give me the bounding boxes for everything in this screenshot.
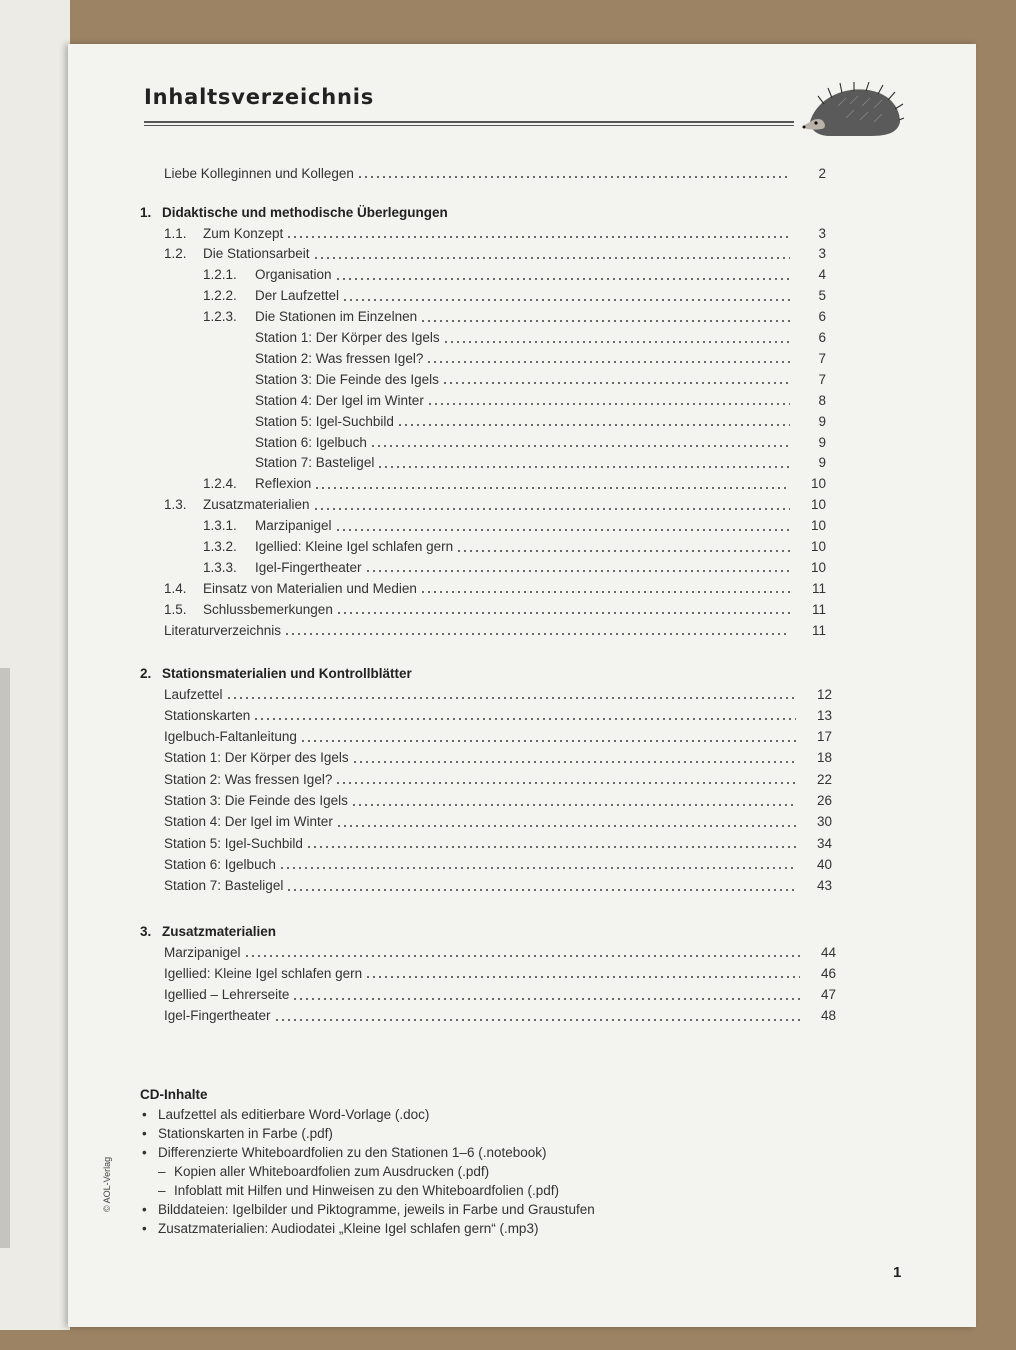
toc-entry-page: 2 — [818, 165, 826, 181]
toc-entry-page: 30 — [816, 814, 832, 830]
bullet-marker: • — [142, 1202, 147, 1217]
toc-section-number: 3. — [140, 924, 152, 939]
toc-entry-title: Die Stationen im Einzelnen — [255, 309, 418, 325]
toc-entry-title: Igel-Fingertheater — [255, 559, 362, 575]
toc-entry-title: Zusatzmaterialien — [203, 497, 310, 513]
toc-entry — [164, 224, 826, 242]
toc-entry — [164, 792, 832, 810]
toc-entry — [164, 496, 826, 514]
dot-leader — [443, 340, 790, 344]
toc-entry-number: 1.2.1. — [203, 267, 237, 283]
toc-entry-page: 11 — [811, 601, 826, 617]
dot-leader — [336, 611, 790, 615]
bullet-marker: • — [142, 1145, 147, 1160]
bullet-marker: • — [142, 1221, 147, 1236]
toc-entry-page: 40 — [816, 856, 832, 872]
toc-entry-page: 10 — [810, 476, 826, 492]
cd-list-item — [142, 1124, 595, 1143]
toc-entry-title: Igellied: Kleine Igel schlafen gern — [164, 965, 363, 981]
dot-leader — [300, 739, 796, 743]
dot-leader — [365, 569, 790, 573]
dot-leader — [286, 888, 796, 892]
dot-leader — [292, 997, 800, 1001]
dot-leader — [377, 465, 790, 469]
toc-entry-title: Einsatz von Materialien und Medien — [203, 580, 417, 596]
dot-leader — [397, 423, 790, 427]
toc-entry-page: 22 — [816, 771, 832, 787]
dot-leader — [335, 781, 796, 785]
dot-leader — [274, 1018, 800, 1022]
toc-entry-title: Reflexion — [255, 476, 312, 492]
toc-entry-title: Zum Konzept — [203, 225, 284, 241]
toc-entry — [203, 558, 826, 576]
cd-list-item-text: Stationskarten in Farbe (.pdf) — [158, 1126, 333, 1141]
toc-entry — [164, 986, 836, 1004]
toc-entry — [164, 770, 832, 788]
toc-entry-title: Station 5: Igel-Suchbild — [255, 413, 394, 429]
toc-entry-page: 6 — [818, 330, 826, 345]
toc-entry-title: Marzipanigel — [255, 518, 332, 534]
toc-entry — [164, 600, 826, 618]
toc-entry — [255, 329, 826, 347]
toc-entry-number: 1.1. — [164, 225, 187, 241]
toc-entry — [203, 287, 826, 305]
left-page-edge — [0, 0, 70, 1330]
dot-leader — [226, 696, 796, 700]
document-page — [68, 44, 976, 1327]
toc-entry — [164, 245, 826, 263]
toc-entry — [164, 749, 832, 767]
copyright-note: © AOL-Verlag — [102, 1156, 112, 1212]
toc-entry-number: 1.3.2. — [203, 539, 237, 554]
dot-leader — [370, 444, 790, 448]
dot-leader — [335, 277, 790, 281]
toc-entry-title: Station 4: Der Igel im Winter — [164, 814, 333, 830]
cd-list-item-text: Differenzierte Whiteboardfolien zu den Stationen 1–6 (.notebook) — [158, 1145, 547, 1160]
cd-list-item — [142, 1143, 595, 1162]
toc-section-number: 1. — [140, 205, 152, 220]
dot-leader — [244, 954, 800, 958]
toc-entry-number: 1.2.3. — [203, 309, 237, 325]
toc-entry — [255, 433, 826, 451]
toc-entry-title: Laufzettel — [164, 686, 223, 702]
toc-entry — [164, 579, 826, 597]
toc-section-title: Zusatzmaterialien — [162, 924, 277, 939]
dash-marker: – — [158, 1183, 166, 1198]
toc-entry — [164, 834, 832, 852]
toc-entry — [164, 964, 836, 982]
toc-entry-title: Station 4: Der Igel im Winter — [255, 392, 424, 408]
toc-section-heading — [140, 666, 412, 681]
toc-entry — [164, 813, 832, 831]
toc-entry-page: 17 — [816, 729, 832, 745]
dot-leader — [253, 717, 796, 721]
dot-leader — [351, 803, 796, 807]
toc-entry — [203, 475, 826, 493]
toc-intro-entry — [164, 164, 826, 182]
toc-entry-title: Station 1: Der Körper des Igels — [255, 330, 440, 345]
toc-entry-title: Station 6: Igelbuch — [164, 856, 276, 872]
toc-entry-page: 7 — [818, 371, 826, 387]
toc-entry-page: 46 — [820, 965, 836, 981]
cd-list-item-text: Kopien aller Whiteboardfolien zum Ausdrucken (.pdf) — [174, 1164, 490, 1179]
hedgehog-icon — [802, 82, 904, 138]
dot-leader — [365, 975, 800, 979]
dot-leader — [279, 866, 796, 870]
toc-entry-number: 1.3.1. — [203, 518, 237, 534]
dot-leader — [420, 319, 790, 323]
toc-entry-title: Marzipanigel — [164, 944, 241, 960]
cd-list-item — [142, 1219, 595, 1238]
toc-entry — [255, 412, 826, 430]
toc-entry — [203, 308, 826, 326]
dot-leader — [352, 760, 796, 764]
toc-entry-page: 3 — [818, 225, 826, 241]
toc-entry-number: 1.2.2. — [203, 288, 237, 304]
toc-entry-number: 1.2. — [164, 246, 187, 262]
toc-entry-page: 34 — [816, 835, 832, 851]
toc-entry-title: Station 3: Die Feinde des Igels — [255, 371, 439, 387]
toc-entry-title: Igel-Fingertheater — [164, 1008, 271, 1024]
toc-entry-page: 47 — [820, 987, 836, 1003]
toc-entry-page: 9 — [818, 413, 826, 429]
toc-section-heading — [140, 924, 276, 939]
toc-entry — [164, 943, 836, 961]
bullet-marker: • — [142, 1126, 147, 1141]
toc-entry-page: 10 — [810, 539, 826, 554]
toc-entry-title: Station 5: Igel-Suchbild — [164, 835, 303, 851]
toc-entry-page: 6 — [818, 309, 826, 325]
cd-list-item-text: Laufzettel als editierbare Word-Vorlage (.doc) — [158, 1107, 430, 1122]
toc-entry-page: 10 — [810, 497, 826, 513]
cd-list-item — [142, 1181, 595, 1200]
dash-marker: – — [158, 1164, 166, 1179]
toc-entry — [164, 877, 832, 895]
cd-list-item — [142, 1162, 595, 1181]
toc-entry — [203, 266, 826, 284]
toc-entry-page: 7 — [818, 350, 826, 366]
toc-entry-title: Station 6: Igelbuch — [255, 434, 367, 450]
left-page-flap — [0, 668, 10, 1248]
toc-section-number: 2. — [140, 666, 152, 681]
toc-section-title: Stationsmaterialien und Kontrollblätter — [162, 666, 412, 681]
toc-entry-title: Igellied: Kleine Igel schlafen gern — [255, 539, 454, 554]
toc-entry-title: Station 2: Was fressen Igel? — [255, 350, 424, 366]
toc-entry — [164, 728, 832, 746]
title-rule — [144, 121, 794, 126]
toc-section-title: Didaktische und methodische Überlegungen — [162, 205, 448, 220]
toc-entry-number: 1.2.4. — [203, 476, 237, 492]
toc-entry — [255, 454, 826, 472]
cd-contents-list — [142, 1105, 595, 1238]
toc-entry — [164, 855, 832, 873]
dot-leader — [357, 175, 790, 179]
toc-entry-page: 26 — [816, 793, 832, 808]
toc-entry — [255, 349, 826, 367]
toc-entry-number: 1.3. — [164, 497, 187, 513]
toc-entry-title: Die Stationsarbeit — [203, 246, 310, 262]
cd-list-item — [142, 1105, 595, 1124]
toc-entry-page: 4 — [818, 267, 826, 283]
toc-entry-number: 1.5. — [164, 601, 187, 617]
toc-entry-page: 9 — [818, 455, 826, 471]
toc-entry-title: Station 2: Was fressen Igel? — [164, 771, 333, 787]
dot-leader — [286, 235, 790, 239]
toc-entry-page: 8 — [818, 392, 826, 408]
dot-leader — [442, 381, 790, 385]
toc-entry-page: 3 — [818, 246, 826, 262]
dot-leader — [314, 486, 790, 490]
toc-entry-page: 48 — [820, 1008, 836, 1024]
toc-entry-page: 12 — [816, 686, 832, 702]
toc-entry-page: 43 — [816, 878, 832, 894]
cd-list-item — [142, 1200, 595, 1219]
toc-entry-title: Literaturverzeichnis — [164, 622, 282, 638]
dot-leader — [336, 824, 796, 828]
dot-leader — [427, 402, 790, 406]
toc-entry — [164, 685, 832, 703]
dot-leader — [342, 298, 790, 302]
toc-entry-title: Station 3: Die Feinde des Igels — [164, 793, 348, 808]
toc-entry — [203, 538, 826, 556]
toc-entry — [203, 517, 826, 535]
toc-entry-page: 5 — [818, 288, 826, 304]
dot-leader — [313, 256, 790, 260]
cd-list-item-text: Infoblatt mit Hilfen und Hinweisen zu den Whiteboardfolien (.pdf) — [174, 1183, 559, 1198]
toc-entry-page: 44 — [820, 944, 836, 960]
toc-entry-title: Igellied – Lehrerseite — [164, 987, 290, 1003]
toc-entry-title: Organisation — [255, 267, 332, 283]
toc-entry — [255, 370, 826, 388]
toc-entry — [164, 706, 832, 724]
cd-contents-heading: CD-Inhalte — [140, 1087, 208, 1102]
dot-leader — [313, 507, 790, 511]
toc-entry-title: Station 7: Basteligel — [255, 455, 375, 471]
page-number: 1 — [893, 1264, 902, 1281]
toc-section-heading — [140, 205, 448, 220]
toc-entry-title: Igelbuch-Faltanleitung — [164, 729, 297, 745]
toc-entry-page: 10 — [810, 518, 826, 534]
toc-entry-number: 1.3.3. — [203, 559, 237, 575]
toc-entry-page: 11 — [811, 580, 826, 596]
dot-leader — [306, 845, 796, 849]
dot-leader — [420, 590, 790, 594]
toc-entry-title: Der Laufzettel — [255, 288, 340, 304]
toc-entry-page: 13 — [816, 707, 832, 723]
dot-leader — [335, 528, 790, 532]
toc-entry-page: 18 — [816, 750, 832, 766]
toc-entry — [164, 621, 826, 639]
dot-leader — [456, 549, 790, 553]
cd-list-item-text: Bilddateien: Igelbilder und Piktogramme, jeweils in Farbe und Graustufen — [158, 1202, 595, 1217]
dot-leader — [426, 360, 790, 364]
toc-entry-title: Schlussbemerkungen — [203, 601, 333, 617]
toc-entry-title: Station 1: Der Körper des Igels — [164, 750, 349, 766]
toc-entry — [255, 391, 826, 409]
dot-leader — [284, 632, 790, 636]
cd-list-item-text: Zusatzmaterialien: Audiodatei „Kleine Igel schlafen gern“ (.mp3) — [158, 1221, 539, 1236]
toc-entry — [164, 1007, 836, 1025]
toc-entry-title: Liebe Kolleginnen und Kollegen — [164, 165, 354, 181]
toc-entry-page: 10 — [810, 559, 826, 575]
toc-entry-page: 11 — [811, 622, 826, 638]
toc-entry-number: 1.4. — [164, 580, 187, 596]
toc-entry-title: Station 7: Basteligel — [164, 878, 284, 894]
toc-entry-title: Stationskarten — [164, 707, 251, 723]
page-title: Inhaltsverzeichnis — [144, 85, 375, 109]
bullet-marker: • — [142, 1107, 147, 1122]
toc-entry-page: 9 — [818, 434, 826, 450]
